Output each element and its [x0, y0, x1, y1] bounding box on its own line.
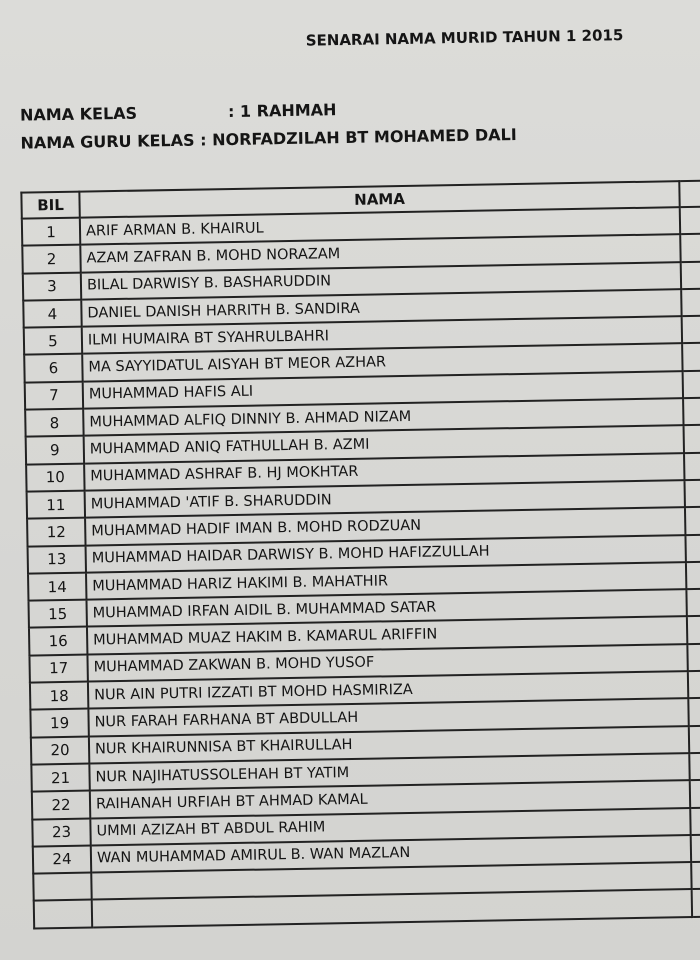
column-header-extra: [679, 180, 700, 207]
page-title: SENARAI NAMA MURID TAHUN 1 2015: [305, 26, 624, 50]
row-number: 22: [32, 791, 90, 819]
row-number: 21: [31, 763, 89, 791]
student-name: MUHAMMAD HADIF IMAN B. MOHD RODZUAN: [85, 507, 685, 545]
extra-cell: [690, 780, 700, 808]
class-name-label: NAMA KELAS: [19, 103, 138, 125]
student-name: AZAM ZAFRAN B. MOHD NORAZAM: [80, 234, 680, 272]
row-number: 24: [33, 845, 91, 873]
extra-cell: [691, 861, 700, 889]
row-number: 2: [22, 245, 80, 273]
row-number: 14: [28, 572, 86, 600]
row-number: 16: [29, 627, 87, 655]
student-name: NUR FARAH FARHANA BT ABDULLAH: [88, 698, 688, 736]
row-number: [33, 873, 91, 901]
extra-cell: [687, 616, 700, 644]
row-number: 1: [22, 218, 80, 246]
extra-cell: [684, 452, 700, 480]
row-number: 9: [26, 436, 84, 464]
class-name-value: : 1 RAHMAH: [227, 100, 337, 122]
row-number: 17: [29, 654, 87, 682]
student-name: NUR KHAIRUNNISA BT KHAIRULLAH: [89, 726, 689, 764]
student-name: MUHAMMAD HARIZ HAKIMI B. MAHATHIR: [86, 562, 686, 600]
column-header-nama: NAMA: [79, 181, 679, 217]
extra-cell: [680, 206, 700, 234]
student-name: BILAL DARWISY B. BASHARUDDIN: [81, 262, 681, 300]
extra-cell: [681, 261, 700, 289]
extra-cell: [682, 316, 700, 344]
row-number: 8: [25, 409, 83, 437]
extra-cell: [682, 343, 700, 371]
extra-cell: [687, 643, 700, 671]
row-number: 13: [28, 545, 86, 573]
row-number: 6: [24, 354, 82, 382]
student-name: MUHAMMAD ZAKWAN B. MOHD YUSOF: [87, 644, 687, 682]
extra-cell: [691, 834, 700, 862]
class-name-row: [20, 100, 337, 125]
student-name: MUHAMMAD 'ATIF B. SHARUDDIN: [85, 480, 685, 518]
student-name: ILMI HUMAIRA BT SYAHRULBAHRI: [82, 316, 682, 354]
student-name: MUHAMMAD HAIDAR DARWISY B. MOHD HAFIZZULLAH: [86, 535, 686, 573]
extra-cell: [692, 889, 700, 917]
row-number: 5: [24, 327, 82, 355]
row-number: 7: [25, 381, 83, 409]
extra-cell: [686, 561, 700, 589]
student-name: NUR AIN PUTRI IZZATI BT MOHD HASMIRIZA: [88, 671, 688, 709]
student-name: MUHAMMAD ALFIQ DINNIY B. AHMAD NIZAM: [83, 398, 683, 436]
row-number: [34, 900, 92, 928]
row-number: 12: [27, 518, 85, 546]
extra-cell: [681, 288, 700, 316]
student-table: [20, 179, 700, 929]
row-number: 10: [26, 463, 84, 491]
student-name: MA SAYYIDATUL AISYAH BT MEOR AZHAR: [82, 344, 682, 382]
teacher-name-label: NAMA GURU KELAS :: [20, 130, 207, 153]
extra-cell: [685, 507, 700, 535]
extra-cell: [685, 534, 700, 562]
extra-cell: [688, 698, 700, 726]
extra-cell: [689, 725, 700, 753]
student-name: MUHAMMAD IRFAN AIDIL B. MUHAMMAD SATAR: [86, 589, 686, 627]
student-name: UMMI AZIZAH BT ABDUL RAHIM: [90, 808, 690, 846]
table-body: [22, 206, 700, 928]
extra-cell: [684, 479, 700, 507]
extra-cell: [683, 397, 700, 425]
student-name: WAN MUHAMMAD AMIRUL B. WAN MAZLAN: [91, 835, 691, 873]
row-number: 11: [27, 491, 85, 519]
row-number: 23: [32, 818, 90, 846]
extra-cell: [690, 807, 700, 835]
extra-cell: [689, 752, 700, 780]
extra-cell: [684, 425, 700, 453]
row-number: 20: [31, 736, 89, 764]
teacher-name-value: NORFADZILAH BT MOHAMED DALI: [211, 125, 517, 150]
row-number: 15: [28, 600, 86, 628]
student-name: NUR NAJIHATUSSOLEHAH BT YATIM: [89, 753, 689, 791]
row-number: 18: [30, 682, 88, 710]
extra-cell: [686, 589, 700, 617]
student-name: DANIEL DANISH HARRITH B. SANDIRA: [81, 289, 681, 327]
student-name: MUHAMMAD MUAZ HAKIM B. KAMARUL ARIFFIN: [87, 617, 687, 655]
extra-cell: [680, 234, 700, 262]
row-number: 4: [23, 300, 81, 328]
student-name: RAIHANAH URFIAH BT AHMAD KAMAL: [90, 780, 690, 818]
student-name: MUHAMMAD HAFIS ALI: [83, 371, 683, 409]
student-name: MUHAMMAD ANIQ FATHULLAH B. AZMI: [84, 426, 684, 464]
student-name: MUHAMMAD ASHRAF B. HJ MOKHTAR: [84, 453, 684, 491]
teacher-name-row: [20, 125, 517, 153]
row-number: 3: [23, 272, 81, 300]
column-header-bil: BIL: [21, 192, 79, 219]
student-name: ARIF ARMAN B. KHAIRUL: [80, 207, 680, 245]
extra-cell: [683, 370, 700, 398]
row-number: 19: [30, 709, 88, 737]
extra-cell: [688, 670, 700, 698]
